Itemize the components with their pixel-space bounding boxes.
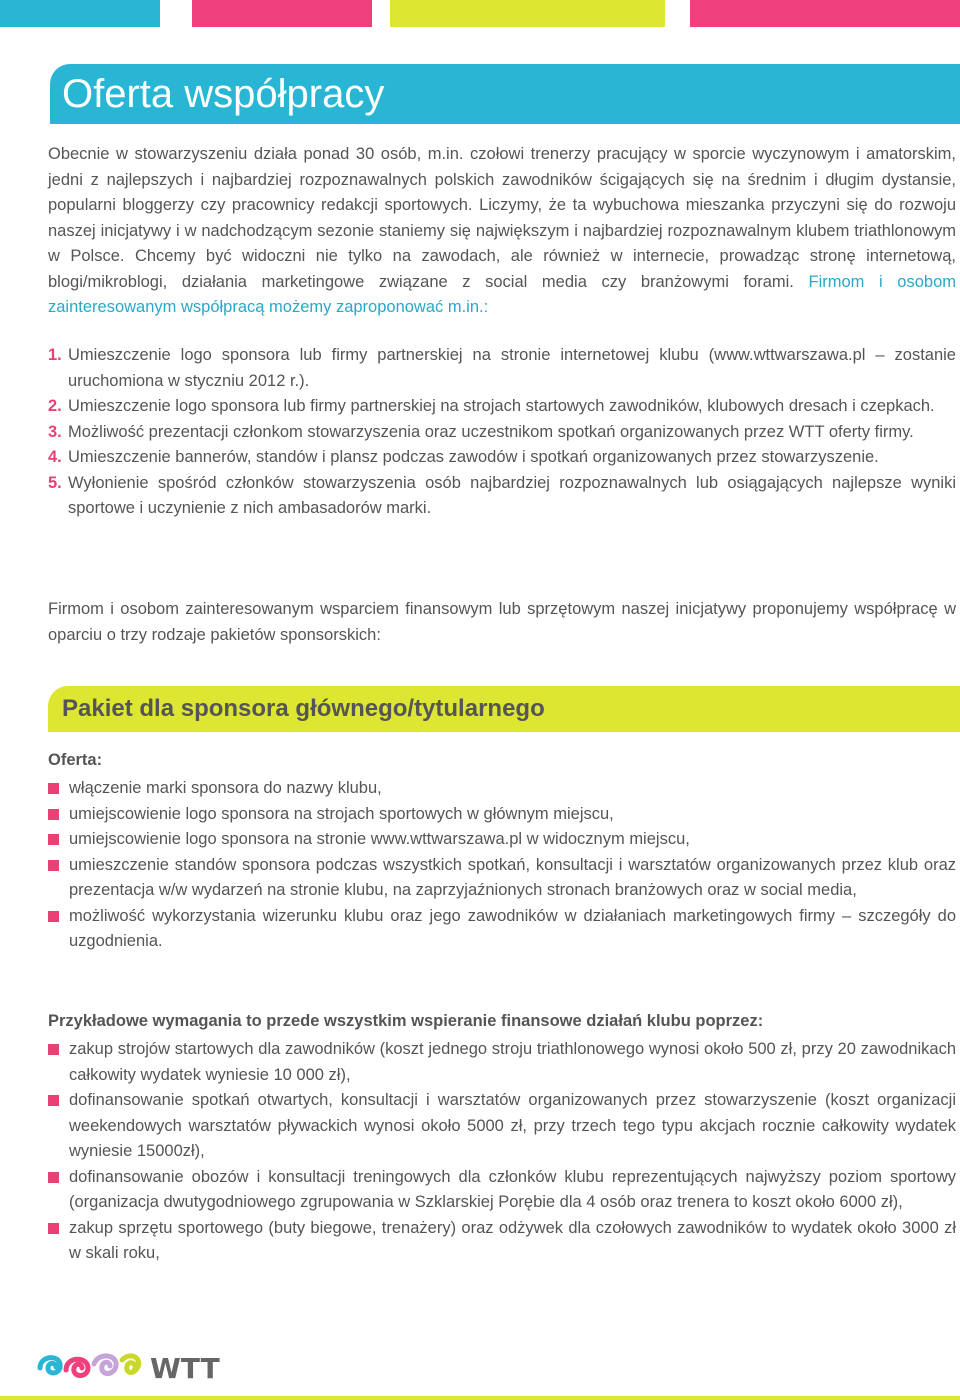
offer-text: umiejscowienie logo sponsora na stronie www.wttwarszawa.pl w widocznym miejscu, xyxy=(69,830,690,848)
item-number: 2. xyxy=(48,397,62,415)
cooperation-list xyxy=(48,343,956,522)
square-bullet-icon xyxy=(48,809,59,820)
square-bullet-icon xyxy=(48,1172,59,1183)
cooperation-item xyxy=(48,394,956,420)
requirement-item xyxy=(48,1088,956,1165)
package-banner xyxy=(48,686,960,732)
requirement-item xyxy=(48,1165,956,1216)
square-bullet-icon xyxy=(48,783,59,794)
intro-paragraph xyxy=(48,142,956,321)
offer-text: umiejscowienie logo sponsora na strojach sportowych w głównym miejscu, xyxy=(69,804,614,823)
requirements-list xyxy=(48,1037,956,1267)
offer-heading: Oferta: xyxy=(48,751,103,769)
page-title: Oferta współpracy xyxy=(62,72,385,116)
offer-item xyxy=(48,802,956,828)
square-bullet-icon xyxy=(48,834,59,845)
square-bullet-icon xyxy=(48,1044,59,1055)
item-number: 1. xyxy=(48,346,62,364)
intro-text: Obecnie w stowarzyszeniu działa ponad 30 osób, m.in. czołowi trenerzy pracujący w sporcie wyczynowym i amatorskim, jedni z najlepszych i najbardziej rozpoznawalnych polskich zawodników ścigających się na średnim i długim dystansie, popularni bloggerzy czy pracownicy redakcji sportowych. Liczymy, że ta wybuchowa mieszanka przyczyni się do rozwoju naszej inicjatywy i w nadchodzącym sezonie staniemy się największym i najbardziej rozpoznawalnym klubem triathlonowym w Polsce. Chcemy być widoczni nie tylko na zawodach, ale również w internecie, prowadząc stronę internetową, blogi/mikroblogi, działania marketingowe związane z social media czy branżowymi forami. xyxy=(48,145,956,291)
requirement-text: dofinansowanie spotkań otwartych, konsultacji i warsztatów organizowanych przez stowarzyszenie (koszt organizacji weekendowych warsztatów pływackich wynosi około 5000 zł, przy trzech tego typu akcjach rocznie całkowity wydatek wyniesie 15000zł), xyxy=(69,1091,956,1160)
decor-bar-magenta xyxy=(192,0,372,27)
item-text: Umieszczenie logo sponsora lub firmy partnerskiej na stronie internetowej klubu (www.wttwarszawa.pl – zostanie uruchomiona w styczniu 2012 r.). xyxy=(68,346,956,390)
item-number: 4. xyxy=(48,448,62,466)
offer-item xyxy=(48,853,956,904)
svg-text:WTT: WTT xyxy=(150,1352,220,1385)
cooperation-item xyxy=(48,445,956,471)
offer-text: możliwość wykorzystania wizerunku klubu oraz jego zawodników w działaniach marketingowych firmy – szczegóły do uzgodnienia. xyxy=(69,906,956,950)
square-bullet-icon xyxy=(48,1223,59,1234)
offer-item xyxy=(48,827,956,853)
cooperation-item xyxy=(48,420,956,446)
requirement-text: zakup strojów startowych dla zawodników (koszt jednego stroju triathlonowego wynosi około 500 zł, przy 20 zawodnikach całkowity wydatek wyniesie 10 000 zł), xyxy=(69,1040,956,1084)
intro-highlight: Firmom i osobom zainteresowanym współpracą możemy zaproponować m.in.: xyxy=(48,272,956,316)
offer-item xyxy=(48,904,956,955)
item-text: Umieszczenie logo sponsora lub firmy partnerskiej na strojach startowych zawodników, klubowych dresach i czepkach. xyxy=(68,397,935,415)
item-text: Możliwość prezentacji członkom stowarzyszenia oraz uczestnikom spotkań organizowanych przez WTT oferty firmy. xyxy=(68,422,914,441)
offer-text: włączenie marki sponsora do nazwy klubu, xyxy=(69,779,382,797)
cooperation-item xyxy=(48,343,956,394)
requirement-item xyxy=(48,1037,956,1088)
square-bullet-icon xyxy=(48,911,59,922)
square-bullet-icon xyxy=(48,860,59,871)
decor-bar-yellow xyxy=(390,0,665,27)
requirement-text: dofinansowanie obozów i konsultacji treningowych dla członków klubu reprezentujących najwyższy poziom sportowy (organizacja dwutygodniowego zgrupowania w Szklarskiej Porębie dla 4 osób oraz trenera to koszt około 6000 zł), xyxy=(69,1167,956,1211)
decor-bar-bottom xyxy=(0,1396,960,1400)
decor-bar-cyan xyxy=(0,0,160,27)
requirements-heading: Przykładowe wymagania to przede wszystkim wspieranie finansowe działań klubu poprzez: xyxy=(48,1012,764,1030)
item-number: 5. xyxy=(48,473,62,492)
item-number: 3. xyxy=(48,422,62,441)
offer-list xyxy=(48,776,956,955)
cooperation-item xyxy=(48,471,956,522)
item-text: Umieszczenie bannerów, standów i plansz podczas zawodów i spotkań organizowanych przez stowarzyszenie. xyxy=(68,448,879,466)
offer-item xyxy=(48,776,956,802)
requirement-item xyxy=(48,1216,956,1267)
decor-bar-magenta-right xyxy=(690,0,960,27)
sponsorship-intro: Firmom i osobom zainteresowanym wsparciem finansowym lub sprzętowym naszej inicjatywy proponujemy współpracę w oparciu o trzy rodzaje pakietów sponsorskich: xyxy=(48,600,956,644)
package-title: Pakiet dla sponsora głównego/tytularnego xyxy=(62,695,545,722)
wtt-logo-icon xyxy=(36,1344,220,1386)
item-text: Wyłonienie spośród członków stowarzyszenia osób najbardziej rozpoznawalnych lub osiągających najlepsze wyniki sportowe i uczynienie z nich ambasadorów marki. xyxy=(68,473,956,517)
offer-text: umieszczenie standów sponsora podczas wszystkich spotkań, konsultacji i warsztatów organizowanych przez klub oraz prezentacja w/w wydarzeń na stronie klubu, na zaprzyjaźnionych stronach branżowych oraz w social media, xyxy=(69,855,956,899)
title-banner xyxy=(50,64,960,124)
square-bullet-icon xyxy=(48,1095,59,1106)
requirement-text: zakup sprzętu sportowego (buty biegowe, trenażery) oraz odżywek dla czołowych zawodników to wydatek około 3000 zł w skali roku, xyxy=(69,1218,956,1262)
